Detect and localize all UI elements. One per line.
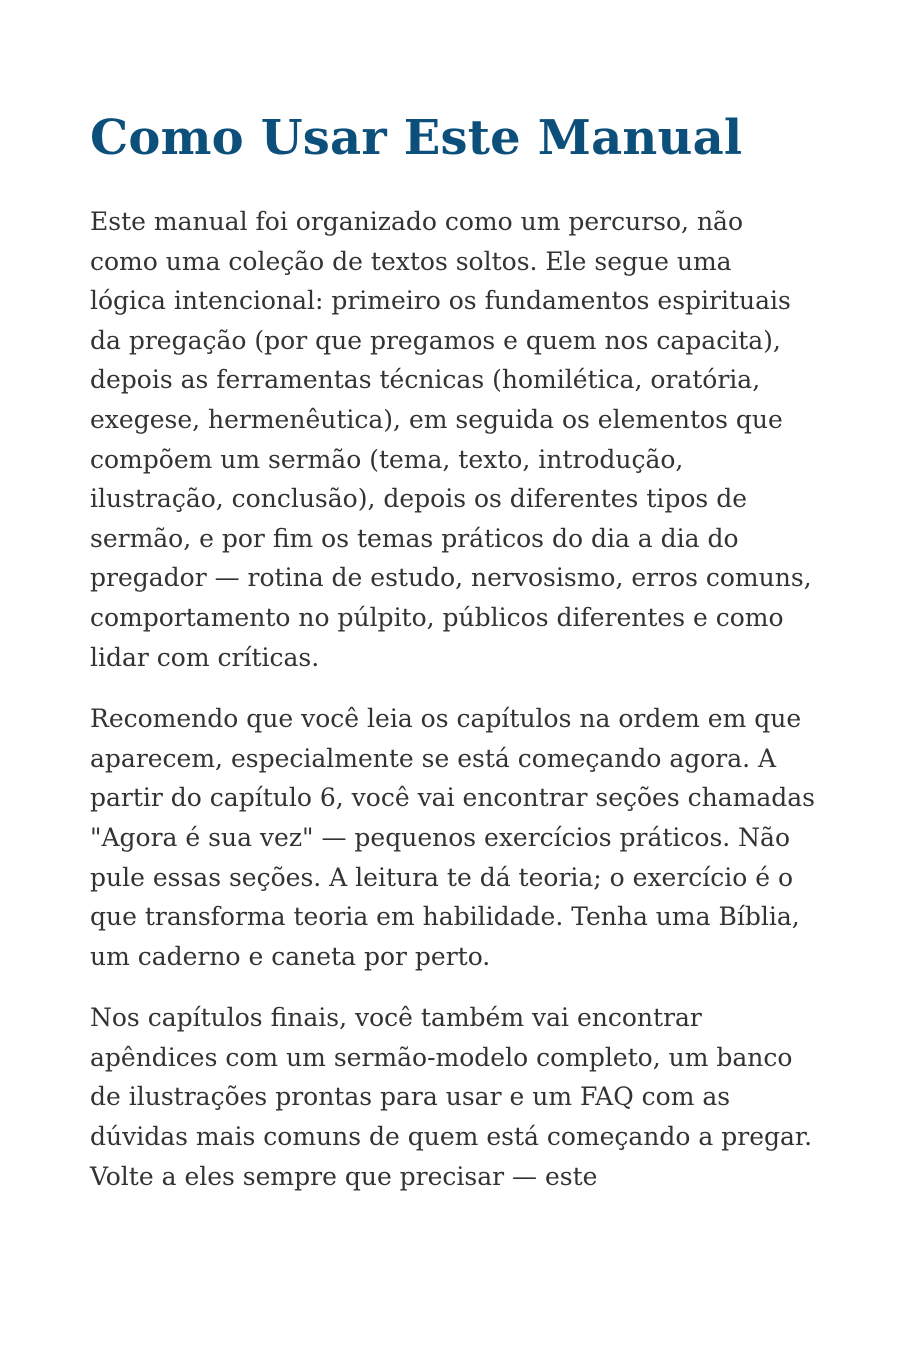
paragraph-appendices: Nos capítulos finais, você também vai encontrar apêndices com um sermão-modelo completo, um banco de ilustrações prontas para usar e um FAQ com as dúvidas mais comuns de quem está começando a pregar. Volte a eles sempre que precisar — este bbox=[90, 1003, 813, 1191]
page-content bbox=[90, 108, 815, 1218]
paragraph-reading-path: Este manual foi organizado como um percurso, não como uma coleção de textos soltos. Ele segue uma lógica intencional: primeiro os fundamentos espirituais da pregação (por que pregamos e quem nos capacita), depois as ferramentas técnicas (homilética, oratória, exegese, hermenêutica), em seguida os elementos que compõem um sermão (tema, texto, introdução, ilustração, conclusão), depois os diferentes tipos de sermão, e por fim os temas práticos do dia a dia do pregador — rotina de estudo, nervosismo, erros comuns, comportamento no púlpito, públicos diferentes e como lidar com críticas. bbox=[90, 207, 812, 672]
paragraph-reading-order: Recomendo que você leia os capítulos na ordem em que aparecem, especialmente se está começando agora. A partir do capítulo 6, você vai encontrar seções chamadas "Agora é sua vez" — pequenos exercícios práticos. Não pule essas seções. A leitura te dá teoria; o exercício é o que transforma teoria em habilidade. Tenha uma Bíblia, um caderno e caneta por perto. bbox=[90, 704, 815, 971]
page-title: Como Usar Este Manual bbox=[90, 110, 743, 166]
